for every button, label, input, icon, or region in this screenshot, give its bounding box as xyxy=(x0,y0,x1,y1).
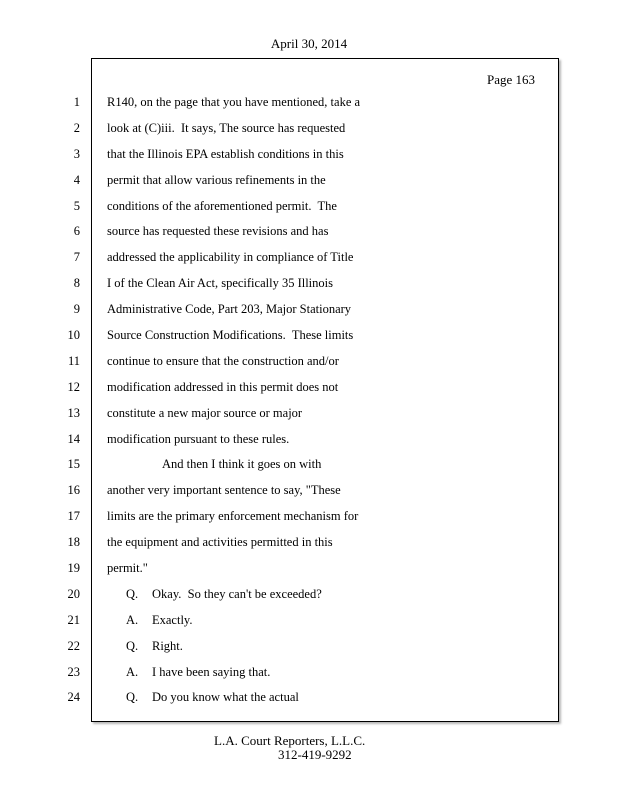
transcript-line xyxy=(0,270,618,296)
transcript-line xyxy=(0,684,618,710)
testimony-text: I have been saying that. xyxy=(152,664,271,679)
transcript-line xyxy=(0,607,618,633)
line-text xyxy=(126,613,193,628)
line-text: continue to ensure that the construction and/or xyxy=(107,353,339,368)
speaker-label: Q. xyxy=(126,586,139,601)
line-number: 21 xyxy=(67,612,80,627)
line-text: source has requested these revisions and has xyxy=(107,224,329,239)
line-text: And then I think it goes on with xyxy=(162,457,322,472)
line-number: 6 xyxy=(73,224,80,239)
transcript-line xyxy=(0,348,618,374)
line-number: 17 xyxy=(67,509,80,524)
speaker-label: A. xyxy=(126,664,139,679)
transcript-line xyxy=(0,141,618,167)
transcript-line xyxy=(0,218,618,244)
line-number: 5 xyxy=(73,198,80,213)
speaker-label: Q. xyxy=(126,690,139,705)
line-text: permit that allow various refinements in the xyxy=(107,172,326,187)
line-text xyxy=(126,587,322,602)
line-text: the equipment and activities permitted in this xyxy=(107,535,333,550)
transcript-line xyxy=(0,400,618,426)
transcript-line xyxy=(0,374,618,400)
page-header-date: April 30, 2014 xyxy=(270,36,348,51)
transcript-line xyxy=(0,296,618,322)
transcript-line xyxy=(0,477,618,503)
line-number: 9 xyxy=(73,302,80,317)
page-number: Page 163 xyxy=(487,72,536,87)
line-number: 15 xyxy=(67,457,80,472)
line-number: 24 xyxy=(67,690,80,705)
line-text: I of the Clean Air Act, specifically 35 Illinois xyxy=(107,276,333,291)
line-text: conditions of the aforementioned permit. The xyxy=(107,198,337,213)
line-number: 1 xyxy=(73,95,80,109)
transcript-line xyxy=(0,322,618,348)
testimony-text: Exactly. xyxy=(152,612,193,627)
transcript-line xyxy=(0,529,618,555)
line-number: 10 xyxy=(67,328,80,343)
transcript-line xyxy=(0,503,618,529)
transcript-line xyxy=(0,167,618,193)
transcript-line xyxy=(0,89,618,115)
line-number: 13 xyxy=(67,405,80,420)
footer-company-name: L.A. Court Reporters, L.L.C. xyxy=(214,733,366,748)
transcript-line xyxy=(0,426,618,452)
transcript-line xyxy=(0,581,618,607)
transcript-line xyxy=(0,115,618,141)
line-text: that the Illinois EPA establish conditions in this xyxy=(107,146,344,161)
transcript-line xyxy=(0,451,618,477)
transcript-line xyxy=(0,193,618,219)
line-text: look at (C)iii. It says, The source has requested xyxy=(107,120,346,135)
line-text: modification pursuant to these rules. xyxy=(107,431,290,446)
line-number: 18 xyxy=(67,535,80,550)
testimony-text: Okay. So they can't be exceeded? xyxy=(152,586,322,601)
line-text: constitute a new major source or major xyxy=(107,405,303,420)
footer-phone-number: 312-419-9292 xyxy=(278,747,352,762)
line-number: 20 xyxy=(67,586,80,601)
transcript-line xyxy=(0,244,618,270)
transcript-lines xyxy=(0,89,618,710)
transcript-line xyxy=(0,659,618,685)
line-number: 8 xyxy=(73,276,80,291)
line-text xyxy=(126,690,299,705)
line-number: 3 xyxy=(73,146,80,161)
line-text: limits are the primary enforcement mechanism for xyxy=(107,509,359,524)
line-number: 11 xyxy=(67,353,80,368)
line-text: modification addressed in this permit does not xyxy=(107,379,339,394)
line-text: another very important sentence to say, "These xyxy=(107,483,341,498)
line-number: 22 xyxy=(67,638,80,653)
testimony-text: Right. xyxy=(152,638,183,653)
line-text: Administrative Code, Part 203, Major Stationary xyxy=(107,302,352,317)
line-number: 7 xyxy=(73,250,80,265)
line-number: 23 xyxy=(67,664,80,679)
line-number: 19 xyxy=(67,561,80,576)
line-text: R140, on the page that you have mentioned, take a xyxy=(107,95,361,109)
testimony-text: Do you know what the actual xyxy=(152,690,299,705)
line-number: 2 xyxy=(73,120,80,135)
transcript-line xyxy=(0,555,618,581)
line-number: 12 xyxy=(67,379,80,394)
line-text xyxy=(126,639,183,654)
line-text: permit." xyxy=(107,561,148,576)
speaker-label: A. xyxy=(126,612,139,627)
speaker-label: Q. xyxy=(126,638,139,653)
line-number: 4 xyxy=(73,172,80,187)
line-text: addressed the applicability in compliance of Title xyxy=(107,250,354,265)
line-text: Source Construction Modifications. These limits xyxy=(107,328,354,343)
line-number: 16 xyxy=(67,483,80,498)
line-text xyxy=(126,665,270,680)
transcript-line xyxy=(0,633,618,659)
line-number: 14 xyxy=(67,431,80,446)
